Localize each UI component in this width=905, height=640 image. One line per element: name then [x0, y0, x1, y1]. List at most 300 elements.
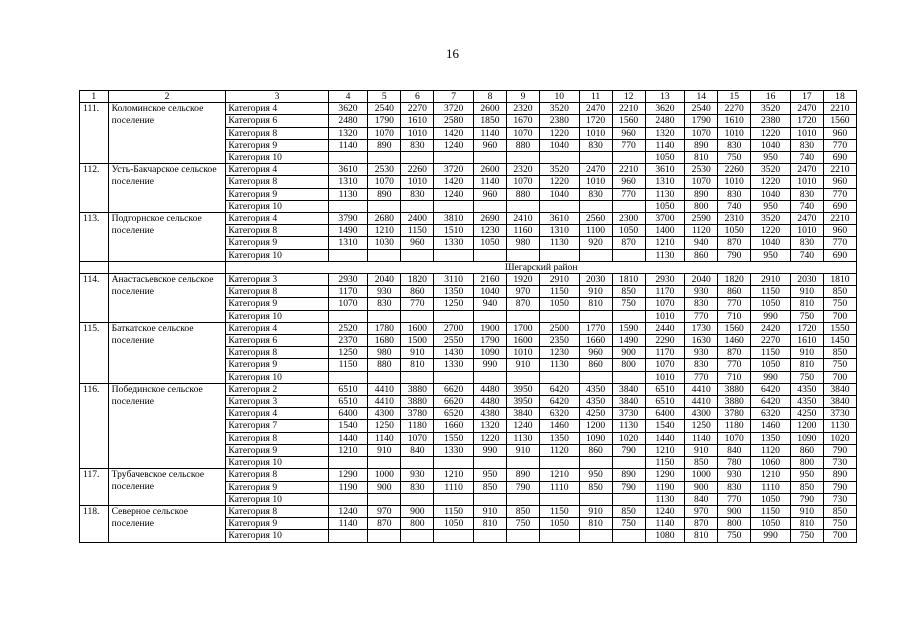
- value-cell: 1070: [685, 176, 718, 188]
- value-cell: 1770: [579, 322, 612, 334]
- value-cell: 740: [790, 152, 823, 164]
- value-cell: 1020: [823, 432, 856, 444]
- value-cell: 1160: [506, 225, 539, 237]
- value-cell: 790: [506, 481, 539, 493]
- value-cell: 1010: [718, 127, 751, 139]
- value-cell: 970: [685, 505, 718, 517]
- value-cell: 1920: [506, 274, 539, 286]
- value-cell: 830: [685, 359, 718, 371]
- value-cell: [506, 457, 539, 469]
- value-cell: 6400: [328, 408, 368, 420]
- value-cell: 800: [401, 518, 434, 530]
- value-cell: 2040: [368, 274, 401, 286]
- category-cell: Категория 6: [226, 335, 328, 347]
- column-header: 6: [401, 91, 434, 103]
- value-cell: 2380: [751, 115, 791, 127]
- value-cell: 6420: [751, 383, 791, 395]
- value-cell: 700: [823, 310, 856, 322]
- value-cell: [401, 200, 434, 212]
- value-cell: 1350: [751, 432, 791, 444]
- value-cell: 6320: [539, 408, 579, 420]
- value-cell: 980: [506, 237, 539, 249]
- category-cell: Категория 8: [226, 347, 328, 359]
- value-cell: 810: [473, 518, 506, 530]
- value-cell: [539, 152, 579, 164]
- value-cell: 790: [612, 481, 645, 493]
- value-cell: 1250: [368, 420, 401, 432]
- value-cell: [579, 249, 612, 261]
- value-cell: 810: [685, 152, 718, 164]
- value-cell: 1170: [328, 286, 368, 298]
- value-cell: 1030: [368, 237, 401, 249]
- value-cell: 1000: [685, 469, 718, 481]
- value-cell: 870: [685, 518, 718, 530]
- value-cell: 830: [718, 188, 751, 200]
- value-cell: 790: [612, 444, 645, 456]
- value-cell: [539, 493, 579, 505]
- value-cell: 750: [790, 310, 823, 322]
- value-cell: 1010: [401, 127, 434, 139]
- value-cell: 850: [612, 505, 645, 517]
- value-cell: [612, 249, 645, 261]
- value-cell: 1250: [328, 347, 368, 359]
- value-cell: 6520: [434, 408, 474, 420]
- value-cell: 1150: [401, 225, 434, 237]
- value-cell: 1010: [645, 371, 685, 383]
- value-cell: [368, 249, 401, 261]
- value-cell: 870: [612, 237, 645, 249]
- value-cell: 870: [368, 518, 401, 530]
- category-cell: Категория 9: [226, 188, 328, 200]
- value-cell: 3780: [401, 408, 434, 420]
- table-row: [80, 164, 857, 176]
- category-cell: Категория 10: [226, 530, 328, 542]
- value-cell: [328, 310, 368, 322]
- value-cell: 1090: [579, 432, 612, 444]
- value-cell: 2440: [645, 322, 685, 334]
- value-cell: 3840: [612, 383, 645, 395]
- value-cell: 1320: [328, 127, 368, 139]
- value-cell: 800: [790, 457, 823, 469]
- value-cell: 1050: [751, 359, 791, 371]
- value-cell: 6510: [328, 396, 368, 408]
- value-cell: 3840: [823, 396, 856, 408]
- value-cell: 910: [790, 505, 823, 517]
- value-cell: [434, 530, 474, 542]
- value-cell: 890: [612, 469, 645, 481]
- value-cell: 2530: [368, 164, 401, 176]
- value-cell: 850: [579, 481, 612, 493]
- value-cell: 830: [401, 139, 434, 151]
- value-cell: 2320: [506, 103, 539, 115]
- value-cell: 3110: [434, 274, 474, 286]
- value-cell: [434, 493, 474, 505]
- value-cell: [612, 371, 645, 383]
- column-header: 10: [539, 91, 579, 103]
- value-cell: 2210: [823, 164, 856, 176]
- value-cell: 3780: [718, 408, 751, 420]
- table-row: [80, 322, 857, 334]
- value-cell: 1630: [685, 335, 718, 347]
- category-cell: Категория 4: [226, 213, 328, 225]
- value-cell: 870: [718, 237, 751, 249]
- value-cell: 710: [718, 310, 751, 322]
- category-cell: Категория 10: [226, 249, 328, 261]
- value-cell: 860: [685, 249, 718, 261]
- value-cell: [473, 310, 506, 322]
- value-cell: 1810: [612, 274, 645, 286]
- value-cell: 880: [368, 359, 401, 371]
- category-cell: Категория 10: [226, 457, 328, 469]
- value-cell: 1450: [823, 335, 856, 347]
- value-cell: 2160: [473, 274, 506, 286]
- value-cell: 3720: [434, 103, 474, 115]
- value-cell: 2270: [401, 103, 434, 115]
- value-cell: 2580: [434, 115, 474, 127]
- value-cell: 1850: [473, 115, 506, 127]
- value-cell: 1100: [579, 225, 612, 237]
- value-cell: 3520: [751, 213, 791, 225]
- value-cell: 2680: [368, 213, 401, 225]
- category-cell: Категория 2: [226, 383, 328, 395]
- value-cell: [473, 152, 506, 164]
- value-cell: 960: [579, 347, 612, 359]
- value-cell: 830: [401, 188, 434, 200]
- value-cell: [368, 530, 401, 542]
- value-cell: 3620: [645, 103, 685, 115]
- value-cell: 2210: [823, 103, 856, 115]
- value-cell: 1180: [718, 420, 751, 432]
- value-cell: 830: [401, 481, 434, 493]
- value-cell: 950: [473, 469, 506, 481]
- value-cell: 1810: [823, 274, 856, 286]
- value-cell: 3620: [328, 103, 368, 115]
- value-cell: 6320: [751, 408, 791, 420]
- value-cell: [328, 152, 368, 164]
- value-cell: 1190: [328, 481, 368, 493]
- value-cell: 1720: [790, 322, 823, 334]
- value-cell: 840: [401, 444, 434, 456]
- category-cell: Категория 9: [226, 237, 328, 249]
- value-cell: 730: [823, 493, 856, 505]
- value-cell: 1010: [718, 176, 751, 188]
- value-cell: 1350: [539, 432, 579, 444]
- value-cell: [506, 310, 539, 322]
- value-cell: 950: [579, 469, 612, 481]
- value-cell: 1130: [645, 249, 685, 261]
- value-cell: [434, 310, 474, 322]
- value-cell: 2470: [790, 213, 823, 225]
- value-cell: 1560: [823, 115, 856, 127]
- value-cell: [506, 200, 539, 212]
- value-cell: 990: [751, 530, 791, 542]
- value-cell: 1820: [401, 274, 434, 286]
- value-cell: 2470: [790, 103, 823, 115]
- value-cell: 1010: [579, 127, 612, 139]
- value-cell: [473, 249, 506, 261]
- value-cell: [612, 152, 645, 164]
- category-cell: Категория 9: [226, 298, 328, 310]
- value-cell: 1730: [685, 322, 718, 334]
- value-cell: [368, 493, 401, 505]
- value-cell: 1720: [790, 115, 823, 127]
- value-cell: 1420: [434, 176, 474, 188]
- value-cell: 750: [506, 518, 539, 530]
- value-cell: 770: [718, 359, 751, 371]
- value-cell: 930: [718, 469, 751, 481]
- value-cell: 4350: [579, 396, 612, 408]
- settlement-name: Трубачевское сельское поселение: [108, 469, 226, 506]
- value-cell: 1120: [539, 444, 579, 456]
- value-cell: 6420: [539, 383, 579, 395]
- value-cell: 1150: [539, 286, 579, 298]
- value-cell: 2600: [473, 164, 506, 176]
- value-cell: 2290: [645, 335, 685, 347]
- value-cell: 1400: [645, 225, 685, 237]
- value-cell: 1560: [718, 322, 751, 334]
- value-cell: 1240: [434, 139, 474, 151]
- value-cell: 1210: [751, 469, 791, 481]
- value-cell: [401, 493, 434, 505]
- value-cell: 850: [685, 457, 718, 469]
- value-cell: 2210: [612, 103, 645, 115]
- value-cell: 1140: [473, 176, 506, 188]
- value-cell: 690: [823, 200, 856, 212]
- value-cell: 770: [823, 188, 856, 200]
- settlement-index: 113.: [80, 213, 109, 262]
- value-cell: 690: [823, 152, 856, 164]
- value-cell: 700: [823, 530, 856, 542]
- value-cell: 4250: [579, 408, 612, 420]
- district-row: [80, 261, 857, 273]
- value-cell: 750: [823, 359, 856, 371]
- column-header: 1: [80, 91, 109, 103]
- value-cell: 3520: [751, 164, 791, 176]
- value-cell: [539, 530, 579, 542]
- value-cell: 930: [685, 347, 718, 359]
- value-cell: 770: [612, 188, 645, 200]
- value-cell: 1070: [368, 176, 401, 188]
- value-cell: 1130: [506, 432, 539, 444]
- value-cell: 6510: [328, 383, 368, 395]
- value-cell: 1500: [401, 335, 434, 347]
- value-cell: 1240: [506, 420, 539, 432]
- value-cell: 1040: [539, 188, 579, 200]
- category-cell: Категория 9: [226, 359, 328, 371]
- value-cell: 930: [368, 286, 401, 298]
- value-cell: 4350: [790, 383, 823, 395]
- value-cell: 1550: [823, 322, 856, 334]
- value-cell: 1050: [751, 298, 791, 310]
- value-cell: 1660: [434, 420, 474, 432]
- table-row: [80, 469, 857, 481]
- value-cell: 770: [685, 310, 718, 322]
- value-cell: 2910: [751, 274, 791, 286]
- value-cell: 990: [473, 444, 506, 456]
- value-cell: 1310: [539, 225, 579, 237]
- value-cell: [539, 371, 579, 383]
- value-cell: 1330: [434, 359, 474, 371]
- value-cell: 830: [368, 298, 401, 310]
- value-cell: 1490: [328, 225, 368, 237]
- value-cell: 910: [473, 505, 506, 517]
- value-cell: [328, 249, 368, 261]
- value-cell: 950: [751, 249, 791, 261]
- value-cell: 2470: [579, 164, 612, 176]
- value-cell: 790: [718, 249, 751, 261]
- column-header: 12: [612, 91, 645, 103]
- value-cell: [401, 310, 434, 322]
- value-cell: 1240: [645, 505, 685, 517]
- value-cell: [401, 249, 434, 261]
- value-cell: 1780: [368, 322, 401, 334]
- value-cell: 910: [506, 359, 539, 371]
- value-cell: 1610: [718, 115, 751, 127]
- value-cell: 1070: [506, 127, 539, 139]
- value-cell: 1010: [790, 176, 823, 188]
- value-cell: 1010: [790, 127, 823, 139]
- value-cell: 1070: [645, 298, 685, 310]
- value-cell: 830: [685, 298, 718, 310]
- value-cell: 2210: [612, 164, 645, 176]
- header-row: [80, 91, 857, 103]
- value-cell: 770: [823, 237, 856, 249]
- value-cell: 6420: [751, 396, 791, 408]
- value-cell: 1310: [328, 176, 368, 188]
- value-cell: 1510: [434, 225, 474, 237]
- settlement-index: 118.: [80, 505, 109, 542]
- value-cell: 870: [506, 298, 539, 310]
- category-cell: Категория 7: [226, 420, 328, 432]
- value-cell: 1290: [645, 469, 685, 481]
- value-cell: 1110: [751, 481, 791, 493]
- value-cell: 4410: [368, 396, 401, 408]
- empty-cell: [108, 261, 226, 273]
- value-cell: 3840: [823, 383, 856, 395]
- value-cell: 1420: [434, 127, 474, 139]
- value-cell: [368, 310, 401, 322]
- column-header: 14: [685, 91, 718, 103]
- column-header: 4: [328, 91, 368, 103]
- column-header: 3: [226, 91, 328, 103]
- value-cell: 3520: [539, 164, 579, 176]
- value-cell: 1540: [328, 420, 368, 432]
- value-cell: [328, 457, 368, 469]
- value-cell: [434, 249, 474, 261]
- value-cell: 1050: [539, 298, 579, 310]
- value-cell: 1140: [645, 518, 685, 530]
- district-name: Шегарский район: [226, 261, 857, 273]
- value-cell: [434, 152, 474, 164]
- value-cell: [328, 371, 368, 383]
- value-cell: 2260: [718, 164, 751, 176]
- value-cell: 790: [823, 444, 856, 456]
- table-body: [80, 91, 857, 543]
- value-cell: 770: [401, 298, 434, 310]
- value-cell: 1050: [718, 225, 751, 237]
- column-header: 17: [790, 91, 823, 103]
- value-cell: 1130: [539, 237, 579, 249]
- value-cell: [401, 457, 434, 469]
- value-cell: 1210: [645, 444, 685, 456]
- value-cell: 1220: [473, 432, 506, 444]
- value-cell: 1070: [685, 127, 718, 139]
- value-cell: 6400: [645, 408, 685, 420]
- value-cell: 1010: [645, 310, 685, 322]
- table-row: [80, 505, 857, 517]
- value-cell: 4250: [790, 408, 823, 420]
- value-cell: 1210: [368, 225, 401, 237]
- value-cell: 880: [506, 139, 539, 151]
- value-cell: 4300: [368, 408, 401, 420]
- value-cell: 810: [401, 359, 434, 371]
- category-cell: Категория 8: [226, 286, 328, 298]
- value-cell: 3730: [612, 408, 645, 420]
- value-cell: 1150: [751, 505, 791, 517]
- value-cell: 1250: [434, 298, 474, 310]
- value-cell: 2930: [645, 274, 685, 286]
- category-cell: Категория 4: [226, 103, 328, 115]
- value-cell: 770: [823, 139, 856, 151]
- value-cell: [612, 530, 645, 542]
- value-cell: 890: [506, 469, 539, 481]
- value-cell: [473, 200, 506, 212]
- value-cell: [401, 371, 434, 383]
- value-cell: 2370: [328, 335, 368, 347]
- value-cell: 960: [473, 139, 506, 151]
- value-cell: [473, 530, 506, 542]
- value-cell: 2590: [685, 213, 718, 225]
- settlement-index: 116.: [80, 383, 109, 468]
- value-cell: 960: [823, 176, 856, 188]
- column-header: 15: [718, 91, 751, 103]
- value-cell: 2910: [539, 274, 579, 286]
- value-cell: [579, 530, 612, 542]
- value-cell: 910: [506, 444, 539, 456]
- value-cell: 1070: [401, 432, 434, 444]
- table-row: [80, 213, 857, 225]
- value-cell: 1010: [579, 176, 612, 188]
- value-cell: 1790: [685, 115, 718, 127]
- value-cell: 1350: [434, 286, 474, 298]
- value-cell: 1060: [751, 457, 791, 469]
- value-cell: 830: [718, 139, 751, 151]
- value-cell: 1590: [612, 322, 645, 334]
- value-cell: 1600: [506, 335, 539, 347]
- value-cell: 910: [579, 505, 612, 517]
- value-cell: 1220: [539, 176, 579, 188]
- category-cell: Категория 4: [226, 322, 328, 334]
- value-cell: 900: [718, 505, 751, 517]
- value-cell: 1820: [718, 274, 751, 286]
- column-header: 2: [108, 91, 226, 103]
- value-cell: 1040: [751, 139, 791, 151]
- empty-cell: [80, 261, 109, 273]
- value-cell: [539, 200, 579, 212]
- value-cell: 3880: [718, 396, 751, 408]
- value-cell: 950: [751, 200, 791, 212]
- value-cell: 1150: [539, 505, 579, 517]
- value-cell: 2930: [328, 274, 368, 286]
- value-cell: 1550: [434, 432, 474, 444]
- value-cell: 1090: [790, 432, 823, 444]
- settlement-name: Северное сельское поселение: [108, 505, 226, 542]
- value-cell: 1330: [434, 237, 474, 249]
- value-cell: [473, 371, 506, 383]
- value-cell: 830: [579, 139, 612, 151]
- value-cell: 1290: [328, 469, 368, 481]
- value-cell: 1110: [539, 481, 579, 493]
